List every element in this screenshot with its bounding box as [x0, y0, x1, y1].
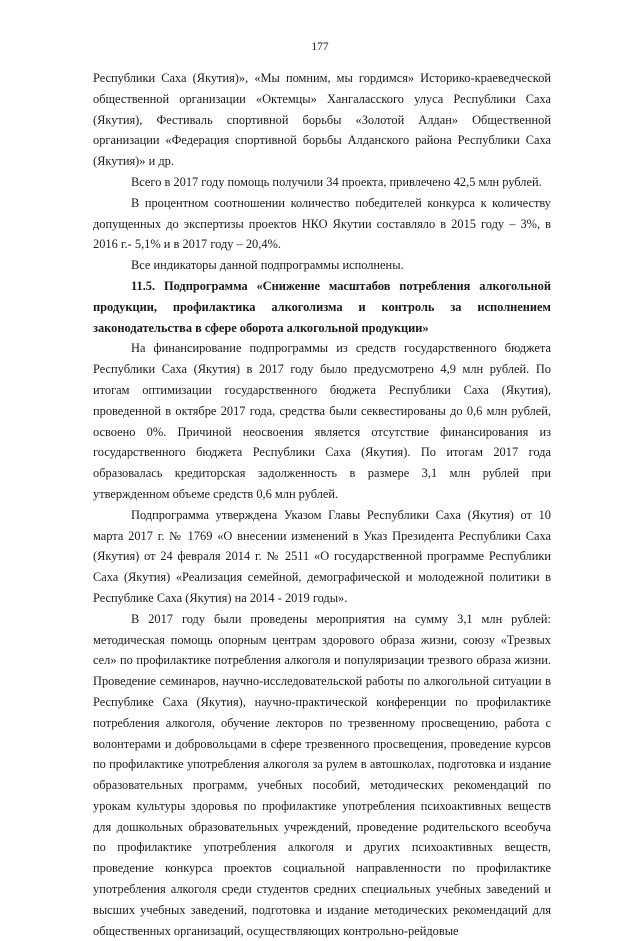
page-number: 177 [311, 41, 329, 53]
section-heading-11-5: 11.5. Подпрограмма «Снижение масштабов потребления алкогольной продукции, профилактика алкоголизма и контроль за исполнением законодательства в сфере оборота алкогольной продукции» [93, 278, 551, 335]
page-body [93, 68, 551, 941]
paragraph-financing: На финансирование подпрограммы из средств государственного бюджета Республики Саха (Якутия) в 2017 году было предусмотрено 4,9 млн рублей. По итогам оптимизации государственного бюджета Республики Саха (Якутия), проведенной в октябре 2017 года, средства были секвестированы до 0,6 млн рублей, освоено 0%. Причиной неосвоения является отсутствие финансирования из государственного бюджета Республики Саха (Якутия). По итогам 2017 года образовалась кредиторская задолженность в размере 3,1 млн рублей при утвержденном объеме средств 0,6 млн рублей. [93, 341, 551, 501]
paragraph-indicators: Все индикаторы данной подпрограммы исполнены. [131, 258, 404, 273]
paragraph-decree: Подпрограмма утверждена Указом Главы Республики Саха (Якутия) от 10 марта 2017 г. № 1769 «О внесении изменений в Указ Президента Республики Саха (Якутия) от 24 февраля 2014 г. № 2511 «О государственной программе Республики Саха (Якутия) «Реализация семейной, демографической и молодежной политики в Республике Саха (Якутия) на 2014 - 2019 годы». [93, 507, 551, 605]
paragraph-total-projects: Всего в 2017 году помощь получили 34 проекта, привлечено 42,5 млн рублей. [131, 174, 542, 189]
paragraph-continuation: Республики Саха (Якутия)», «Мы помним, мы гордимся» Историко-краеведческой общественной организации «Октемцы» Хангаласского улуса Республики Саха (Якутия), Фестиваль спортивной борьбы «Золотой Алдан» Общественной организации «Федерация спортивной борьбы Алданского района Республики Саха (Якутия)» и др. [93, 71, 551, 169]
paragraph-winners-ratio: В процентном соотношении количество победителей конкурса к количеству допущенных до экспертизы проектов НКО Якутии составляло в 2015 году – 3%, в 2016 г.- 5,1% и в 2017 году – 20,4%. [93, 195, 551, 252]
paragraph-activities: В 2017 году были проведены мероприятия на сумму 3,1 млн рублей: методическая помощь опорным центрам здорового образа жизни, союзу «Трезвых сел» по профилактике потребления алкоголя и популяризации трезвого образа жизни. Проведение семинаров, научно-исследовательской работы по алкогольной ситуации в Республике Саха (Якутия), научно-практической конференции по профилактике потребления алкоголя, обучение лекторов по трезвенному просвещению, работа с волонтерами и добровольцами в сфере трезвенного просвещения, проведение курсов по профилактике употребления алкоголя за рулем в автошколах, подготовка и издание образовательных программ, учебных пособий, методических рекомендаций по урокам культуры здоровья по профилактике употребления психоактивных веществ для дошкольных образовательных учреждений, проведение родительского всеобуча по профилактике употребления алкоголя и других психоактивных веществ, проведение конкурса проектов социальной направленности по профилактике употребления алкоголя среди студентов средних специальных учебных заведений и высших учебных заведений, подготовка и издание методических рекомендаций для общественных организаций, осуществляющих контрольно-рейдовые [93, 611, 551, 938]
